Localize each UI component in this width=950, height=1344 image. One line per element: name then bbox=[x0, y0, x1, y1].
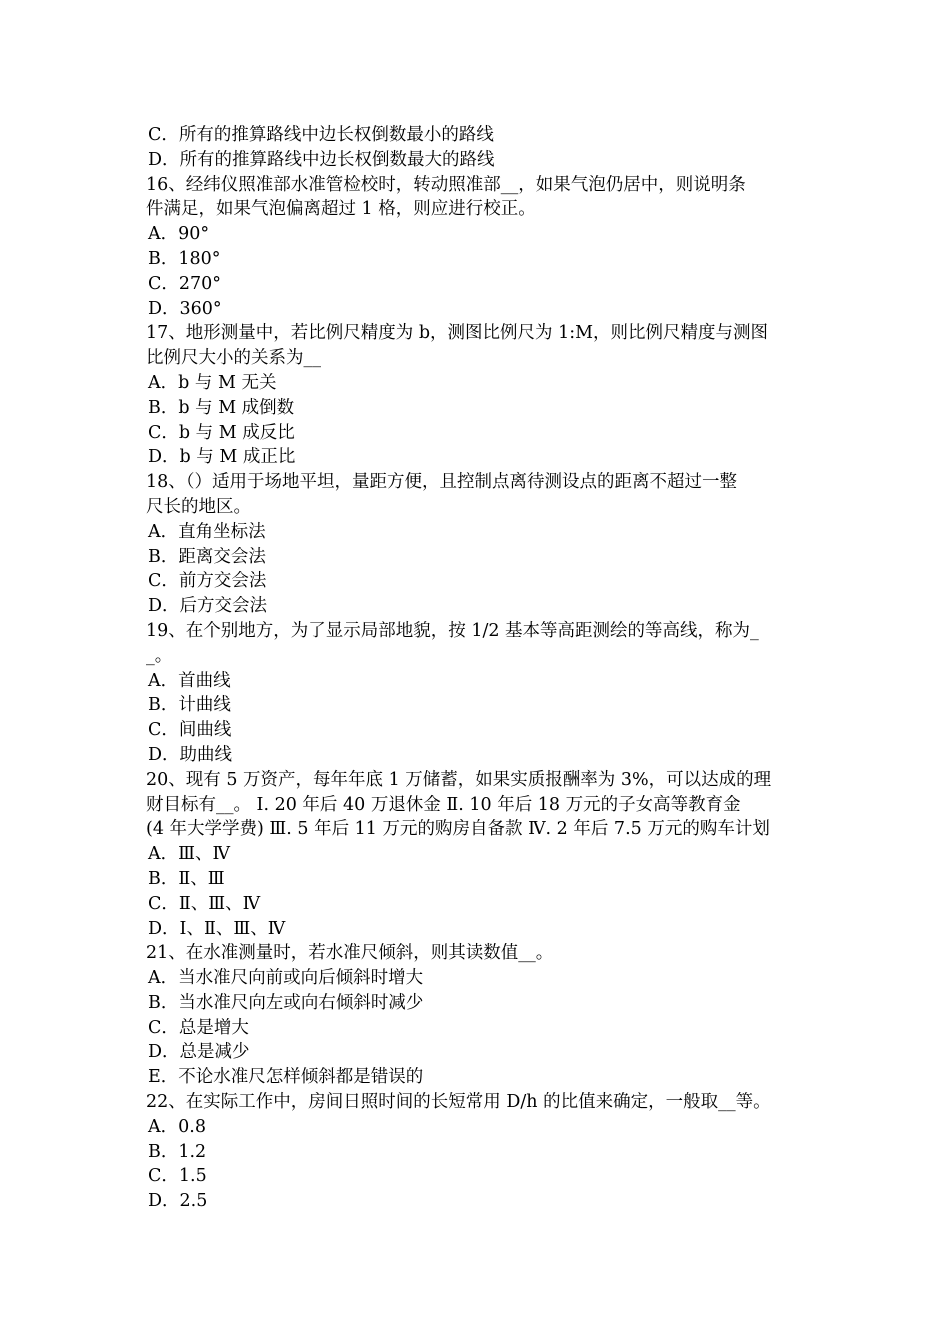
question-text-line: 16、经纬仪照准部水准管检校时，转动照准部__，如果气泡仍居中，则说明条 bbox=[146, 174, 746, 195]
answer-option: D．360° bbox=[148, 298, 222, 319]
question-text-line: 17、地形测量中，若比例尺精度为 b，测图比例尺为 1:M，则比例尺精度与测图 bbox=[146, 323, 769, 344]
question-text-line: (4 年大学学费) Ⅲ. 5 年后 11 万元的购房自备款 Ⅳ. 2 年后 7.5 万元的购车计划 bbox=[146, 819, 770, 840]
answer-option: B．180° bbox=[148, 248, 221, 269]
answer-option: C．前方交会法 bbox=[148, 571, 267, 592]
answer-option: D．总是减少 bbox=[148, 1042, 250, 1063]
answer-option: C．b 与 M 成反比 bbox=[148, 422, 295, 443]
document-body bbox=[146, 123, 810, 1214]
answer-option: E．不论水准尺怎样倾斜都是错误的 bbox=[148, 1067, 424, 1088]
answer-option: A．首曲线 bbox=[148, 670, 231, 691]
answer-option: A．0.8 bbox=[148, 1116, 206, 1137]
answer-option: A．直角坐标法 bbox=[148, 521, 266, 542]
answer-option: D．2.5 bbox=[148, 1191, 208, 1212]
answer-option: A．b 与 M 无关 bbox=[148, 372, 277, 393]
answer-option: D．Ⅰ、Ⅱ、Ⅲ、Ⅳ bbox=[148, 918, 286, 939]
answer-option: A．90° bbox=[148, 224, 210, 245]
answer-option: A．Ⅲ、Ⅳ bbox=[148, 844, 230, 865]
answer-option: C．Ⅱ、Ⅲ、Ⅳ bbox=[148, 893, 261, 914]
question-text-line: 比例尺大小的关系为__ bbox=[146, 348, 321, 369]
question-text-line: 财目标有__。 Ⅰ. 20 年后 40 万退休金 Ⅱ. 10 年后 18 万元的子女高等教育金 bbox=[146, 794, 741, 815]
answer-option: B．Ⅱ、Ⅲ bbox=[148, 868, 225, 889]
answer-option: D．所有的推算路线中边长权倒数最大的路线 bbox=[148, 149, 495, 170]
question-text-line: 19、在个别地方，为了显示局部地貌，按 1/2 基本等高距测绘的等高线，称为_ bbox=[146, 620, 759, 641]
answer-option: C．间曲线 bbox=[148, 720, 232, 741]
answer-option: C．1.5 bbox=[148, 1166, 207, 1187]
answer-option: B．计曲线 bbox=[148, 695, 231, 716]
answer-option: D．b 与 M 成正比 bbox=[148, 447, 296, 468]
answer-option: C．270° bbox=[148, 273, 222, 294]
document-page bbox=[146, 123, 810, 1214]
answer-option: B．1.2 bbox=[148, 1141, 207, 1162]
question-text-line: 18、（）适用于场地平坦，量距方便，且控制点离待测设点的距离不超过一整 bbox=[146, 472, 738, 493]
answer-option: A．当水准尺向前或向后倾斜时增大 bbox=[148, 968, 424, 989]
answer-option: D．助曲线 bbox=[148, 744, 233, 765]
question-text-line: 20、现有 5 万资产，每年年底 1 万储蓄，如果实质报酬率为 3%，可以达成的理 bbox=[146, 769, 772, 790]
question-text-line: 尺长的地区。 bbox=[146, 496, 251, 517]
answer-option: D．后方交会法 bbox=[148, 596, 268, 617]
answer-option: B．b 与 M 成倒数 bbox=[148, 397, 295, 418]
question-text-line: _。 bbox=[146, 645, 173, 666]
answer-option: B．当水准尺向左或向右倾斜时减少 bbox=[148, 992, 424, 1013]
answer-option: C．总是增大 bbox=[148, 1017, 249, 1038]
question-text-line: 件满足，如果气泡偏离超过 1 格，则应进行校正。 bbox=[146, 199, 536, 220]
question-text-line: 22、在实际工作中，房间日照时间的长短常用 D/h 的比值来确定，一般取__等。 bbox=[146, 1092, 771, 1113]
answer-option: B．距离交会法 bbox=[148, 546, 266, 567]
question-text-line: 21、在水准测量时，若水准尺倾斜，则其读数值__。 bbox=[146, 943, 554, 964]
answer-option: C．所有的推算路线中边长权倒数最小的路线 bbox=[148, 125, 494, 145]
